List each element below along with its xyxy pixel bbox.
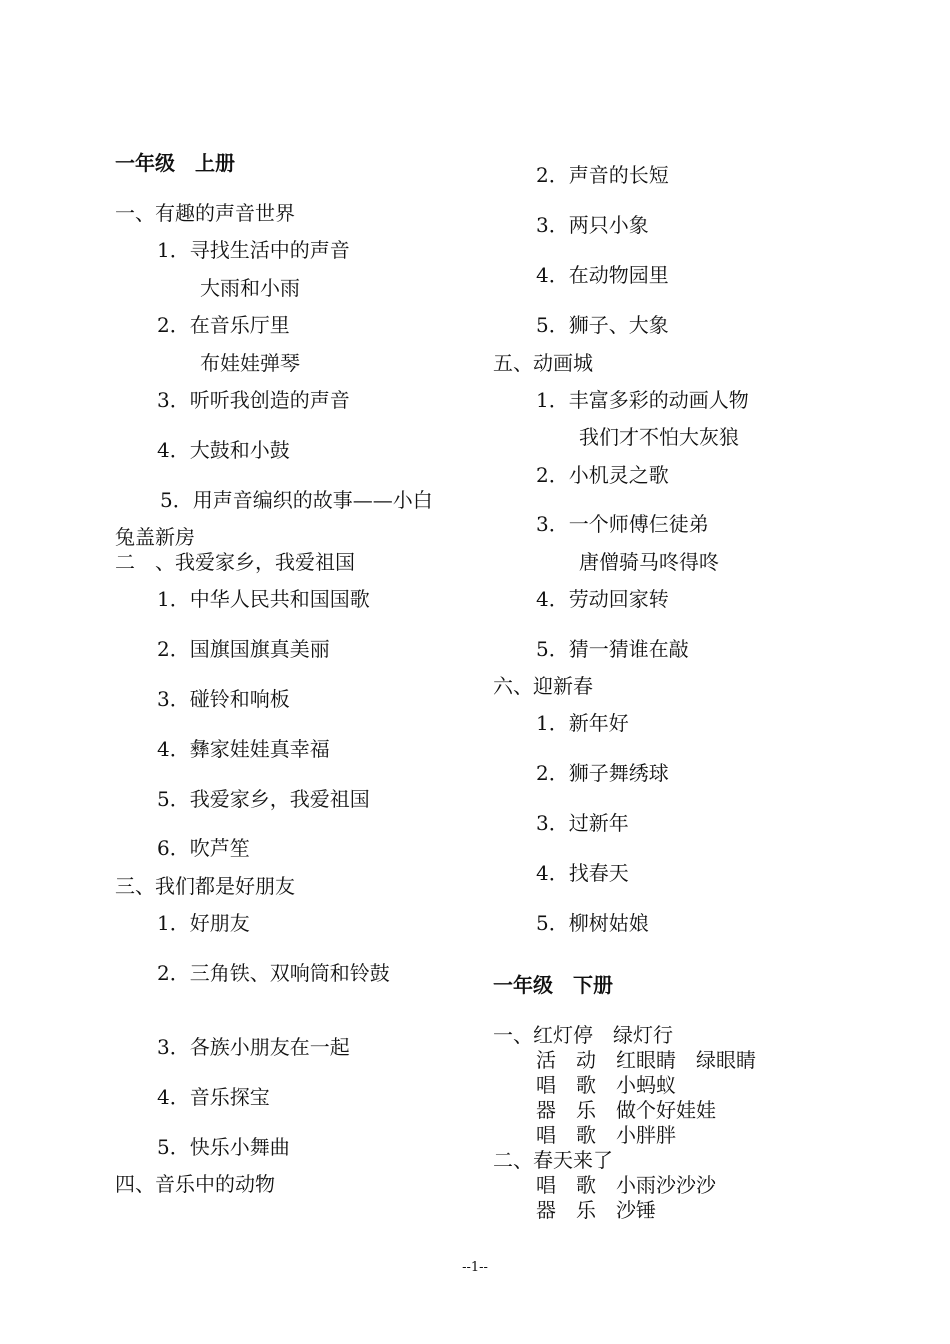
lesson-item: 3．各族小朋友在一起 [157, 1035, 350, 1059]
volume-heading-upper: 一年级 上册 [115, 151, 235, 175]
lesson-item: 4．在动物园里 [536, 263, 669, 287]
song-item: 我们才不怕大灰狼 [579, 425, 739, 449]
unit-title: 五、动画城 [493, 351, 593, 375]
lesson-item: 2．声音的长短 [536, 163, 669, 187]
unit-title: 二 、我爱家乡，我爱祖国 [115, 550, 355, 574]
lesson-item: 2．三角铁、双响筒和铃鼓 [157, 961, 390, 985]
unit-title: 二、春天来了 [493, 1148, 613, 1172]
song-item: 布娃娃弹琴 [200, 351, 300, 375]
lesson-item: 4．劳动回家转 [536, 587, 669, 611]
lesson-item: 4．大鼓和小鼓 [157, 438, 290, 462]
lesson-item: 3．碰铃和响板 [157, 687, 290, 711]
lesson-item: 3．听听我创造的声音 [157, 388, 350, 412]
lesson-item: 1．丰富多彩的动画人物 [536, 388, 749, 412]
activity-row: 唱 歌 小蚂蚁 [536, 1073, 676, 1097]
unit-title: 六、迎新春 [493, 674, 593, 698]
unit-title: 三、我们都是好朋友 [115, 874, 295, 898]
lesson-item: 5．狮子、大象 [536, 313, 669, 337]
lesson-item: 3．过新年 [536, 811, 629, 835]
unit-title: 一、有趣的声音世界 [115, 201, 295, 225]
activity-row: 活 动 红眼睛 绿眼睛 [536, 1048, 756, 1072]
song-item: 唐僧骑马咚得咚 [579, 550, 719, 574]
lesson-item: 5．用声音编织的故事——小白 [160, 488, 433, 512]
activity-row: 器 乐 做个好娃娃 [536, 1098, 716, 1122]
lesson-item: 1．寻找生活中的声音 [157, 238, 350, 262]
lesson-item: 2．小机灵之歌 [536, 463, 669, 487]
lesson-item: 4．彝家娃娃真幸福 [157, 737, 330, 761]
activity-row: 唱 歌 小雨沙沙沙 [536, 1173, 716, 1197]
lesson-item: 6．吹芦笙 [157, 836, 250, 860]
lesson-item: 2．在音乐厅里 [157, 313, 290, 337]
song-item: 大雨和小雨 [200, 276, 300, 300]
lesson-item: 1．中华人民共和国国歌 [157, 587, 370, 611]
lesson-item: 4．音乐探宝 [157, 1085, 270, 1109]
volume-heading-lower: 一年级 下册 [493, 973, 613, 997]
lesson-item-continued: 兔盖新房 [115, 525, 195, 549]
lesson-item: 5．快乐小舞曲 [157, 1135, 290, 1159]
lesson-item: 3．一个师傅仨徒弟 [536, 512, 709, 536]
activity-row: 器 乐 沙锤 [536, 1198, 656, 1222]
lesson-item: 1．好朋友 [157, 911, 250, 935]
lesson-item: 1．新年好 [536, 711, 629, 735]
unit-title: 一、红灯停 绿灯行 [493, 1023, 673, 1047]
lesson-item: 2．狮子舞绣球 [536, 761, 669, 785]
activity-row: 唱 歌 小胖胖 [536, 1123, 676, 1147]
unit-title: 四、音乐中的动物 [115, 1172, 275, 1196]
lesson-item: 5．柳树姑娘 [536, 911, 649, 935]
lesson-item: 2．国旗国旗真美丽 [157, 637, 330, 661]
lesson-item: 5．我爱家乡，我爱祖国 [157, 787, 370, 811]
lesson-item: 4．找春天 [536, 861, 629, 885]
page-number: --1-- [462, 1260, 488, 1275]
lesson-item: 3．两只小象 [536, 213, 649, 237]
lesson-item: 5．猜一猜谁在敲 [536, 637, 689, 661]
